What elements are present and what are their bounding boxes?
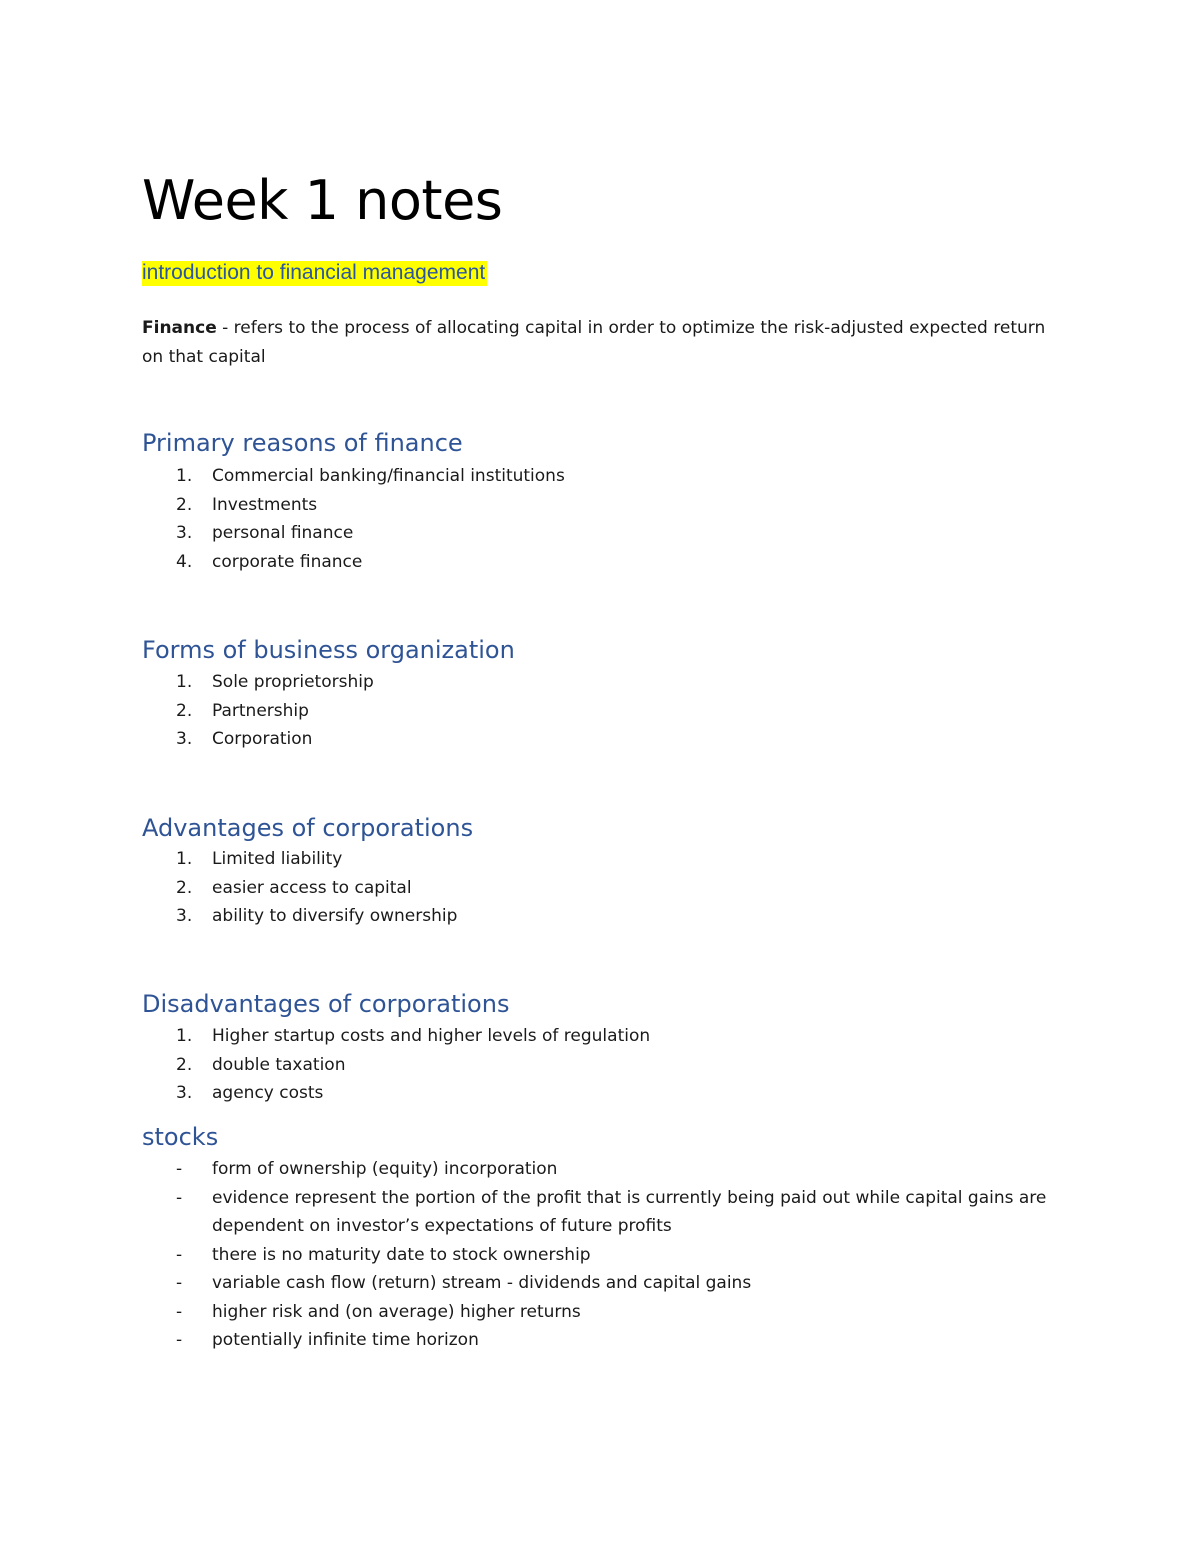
list-item-text: corporate finance [212,551,363,572]
list-marker: 3. [176,523,193,543]
list-marker: 1. [176,672,193,692]
list-item-text: personal finance [212,523,354,543]
list-marker: - [176,1244,183,1265]
list-marker: 1. [176,1026,193,1046]
list-item-text: variable cash flow (return) stream - dividends and capital gains [212,1273,752,1293]
list-item [142,725,1052,754]
list-primary-reasons [142,462,1052,576]
list-item-text: ability to diversify ownership [212,906,458,926]
subtitle [142,258,487,288]
list-marker: 2. [176,700,193,721]
list-advantages [142,845,1052,931]
list-item-text: agency costs [212,1083,324,1103]
highlighted-subtitle: introduction to financial management [142,261,486,284]
list-item [142,1326,1052,1355]
list-item [142,697,1052,726]
list-marker: - [176,1187,183,1208]
list-item [142,874,1052,903]
list-item [142,1155,1052,1184]
list-disadvantages [142,1022,1052,1108]
list-marker: - [176,1330,183,1350]
page-title: Week 1 notes [142,169,503,232]
list-marker: - [176,1273,183,1293]
list-marker: 1. [176,466,193,486]
heading-stocks: stocks [142,1123,219,1151]
list-item-text: there is no maturity date to stock ownership [212,1244,591,1265]
list-item-text: Sole proprietorship [212,672,374,692]
list-marker: 2. [176,877,193,898]
list-marker: 2. [176,1054,193,1075]
list-item-text: Investments [212,494,318,515]
list-marker: - [176,1301,183,1322]
list-item [142,668,1052,697]
list-item [142,845,1052,874]
list-item [142,1079,1052,1108]
list-forms-of-business [142,668,1052,754]
list-item-text: easier access to capital [212,877,412,898]
list-item-text: form of ownership (equity) incorporation [212,1159,558,1179]
list-marker: - [176,1159,183,1179]
list-marker: 3. [176,729,193,749]
list-item [142,462,1052,491]
definition-text: - refers to the process of allocating capital in order to optimize the risk-adjusted expected return on that capital [142,318,1046,367]
list-item [142,1184,1052,1241]
heading-primary-reasons: Primary reasons of finance [142,429,463,457]
list-marker: 1. [176,849,193,869]
list-marker: 2. [176,494,193,515]
list-item-text: Corporation [212,729,313,749]
list-item [142,1269,1052,1298]
list-item-text: Commercial banking/financial institutions [212,466,565,486]
heading-disadvantages: Disadvantages of corporations [142,990,510,1018]
list-item-text: Higher startup costs and higher levels of regulation [212,1026,651,1046]
list-item [142,1022,1052,1051]
list-item [142,902,1052,931]
list-item-text: higher risk and (on average) higher returns [212,1301,581,1322]
list-item [142,1298,1052,1327]
list-item [142,548,1052,577]
list-item [142,519,1052,548]
list-item [142,1051,1052,1080]
list-item [142,1241,1052,1270]
heading-forms-of-business: Forms of business organization [142,636,515,664]
list-item-text: Partnership [212,700,309,721]
list-marker: 3. [176,906,193,926]
finance-definition [142,314,1062,372]
list-item-text: double taxation [212,1054,346,1075]
list-item-text: evidence represent the portion of the profit that is currently being paid out while capital gains are dependent on investor’s expectations of future profits [212,1187,1047,1236]
list-item [142,491,1052,520]
list-item-text: Limited liability [212,849,343,869]
definition-term: Finance [142,318,217,338]
list-marker: 4. [176,551,193,572]
heading-advantages: Advantages of corporations [142,814,474,842]
list-stocks [142,1155,1052,1355]
list-item-text: potentially infinite time horizon [212,1330,479,1350]
list-marker: 3. [176,1083,193,1103]
